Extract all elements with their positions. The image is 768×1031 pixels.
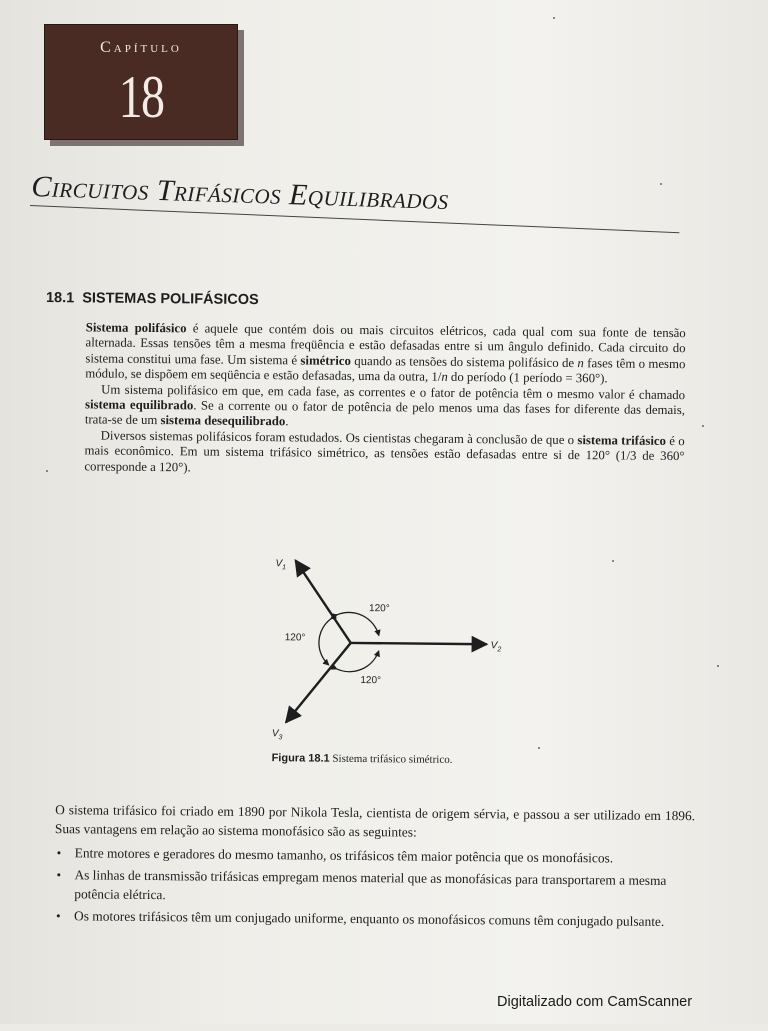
scan-speck [538,747,540,749]
paragraph-trifasico-text-b: é o mais econômico. Em um sistema trifásico simétrico, as tensões estão defasadas entre si de 120° (1/3 de 360° corresponde a 120°). [84,433,685,475]
paragraph-definition-text-d: do período (1 período = 360°). [447,370,608,386]
angle-label-top: 120° [368,603,390,615]
phasor-v2-line [351,643,487,644]
phasor-v3-line [286,642,351,723]
label-v2-letter: V [490,640,498,652]
scanner-watermark: Digitalizado com CamScanner [497,994,693,1010]
term-simetrico: simétrico [300,353,351,368]
bullet-icon: • [56,845,62,861]
scan-speck [702,425,704,427]
paragraph-definition-text-b: quando as tensões do sistema polifásico de [350,353,578,370]
italic-n: n [577,355,584,370]
paragraph-trifasico [84,428,684,480]
paragraph-equilibrado [85,382,685,434]
chapter-number: 18 [118,64,164,130]
scan-speck [46,470,48,472]
label-v2-subscript: 2 [497,646,502,654]
list-item [54,865,694,909]
label-v1-subscript: 1 [282,564,287,572]
history-text: O sistema trifásico foi criado em 1890 por Nikola Tesla, cientista de origem sérvia, e passou a ser utilizado em 1896. Suas vantagens em relação ao sistema monofásico são as seguintes: [54,802,696,840]
figure-caption [272,752,512,766]
scan-speck [660,183,662,185]
paragraph-definition-text-a: é aquele que contém dois ou mais circuitos elétricos, cada qual com sua fonte de tensão alternada. Essas tensões têm a mesma freqüência e estão defasadas entre si um ângulo definido. Cada circuito do sistema constitui uma fase. Um sistema é [85,321,686,368]
paragraph-definition [85,320,686,387]
angle-arc-left [319,619,331,665]
term-sistema-desequilibrado: sistema desequilibrado [160,413,286,429]
term-sistema-equilibrado: sistema equilibrado [84,397,194,413]
figure-caption-text: Sistema trifásico simétrico. [332,752,453,766]
label-v3 [272,728,283,741]
chapter-label: Capítulo [100,39,182,56]
bullet-icon: • [56,867,62,883]
chapter-title: Circuitos Trifásicos Equilibrados [30,170,450,217]
label-v1 [275,558,286,571]
label-v1-letter: V [275,558,283,570]
label-v3-letter: V [271,728,279,740]
phasor-v1-line [295,560,352,643]
label-v3-subscript: 3 [278,734,283,742]
term-sistema-polifasico: Sistema polifásico [85,320,187,336]
section-heading [46,290,259,308]
list-item [54,906,694,931]
angle-label-left: 120° [284,632,306,644]
term-sistema-trifasico: sistema trifásico [577,432,667,448]
paragraph-equilibrado-text-b: . Se a corrente ou o fator de potência de pelo menos uma das fases for diferente das demais, trata-se de um [84,398,686,428]
list-item-text: Entre motores e geradores do mesmo tamanho, os trifásicos têm maior potência que os monofásicos. [74,845,614,866]
paragraph-trifasico-text-a: Diversos sistemas polifásicos foram estudados. Os cientistas chegaram à conclusão de que o [100,428,578,447]
phasor-diagram [258,550,520,752]
section-number: 18.1 [45,290,75,307]
list-item-text: As linhas de transmissão trifásicas empregam menos material que as monofásicas para transportarem a mesma potência elétrica. [74,867,667,903]
phasor-diagram-svg [258,550,520,752]
scan-speck [612,560,614,562]
history-paragraph [55,800,695,844]
section-title: SISTEMAS POLIFÁSICOS [82,290,259,309]
paragraph-definition-text-c: fases têm o mesmo módulo, se dispõem em seqüência e estão defasadas, uma da outra, 1/ [85,355,686,385]
scan-speck [717,665,719,667]
intro-text [84,320,685,480]
list-item [55,843,695,868]
figure-caption-label: Figura 18.1 [271,752,330,765]
label-v2 [491,640,502,653]
angle-label-bottom: 120° [360,675,382,687]
paragraph-equilibrado-text-c: . [285,414,289,429]
advantages-list [54,843,695,934]
scan-speck [553,17,555,19]
bullet-icon: • [56,908,61,924]
list-item-text: Os motores trifásicos têm um conjugado uniforme, enquanto os monofásicos comuns têm conjugado pulsante. [74,908,665,929]
paragraph-equilibrado-text-a: Um sistema polifásico em que, em cada fase, as correntes e o fator de potência têm o mesmo valor é chamado [101,382,686,402]
italic-n: n [441,370,448,385]
